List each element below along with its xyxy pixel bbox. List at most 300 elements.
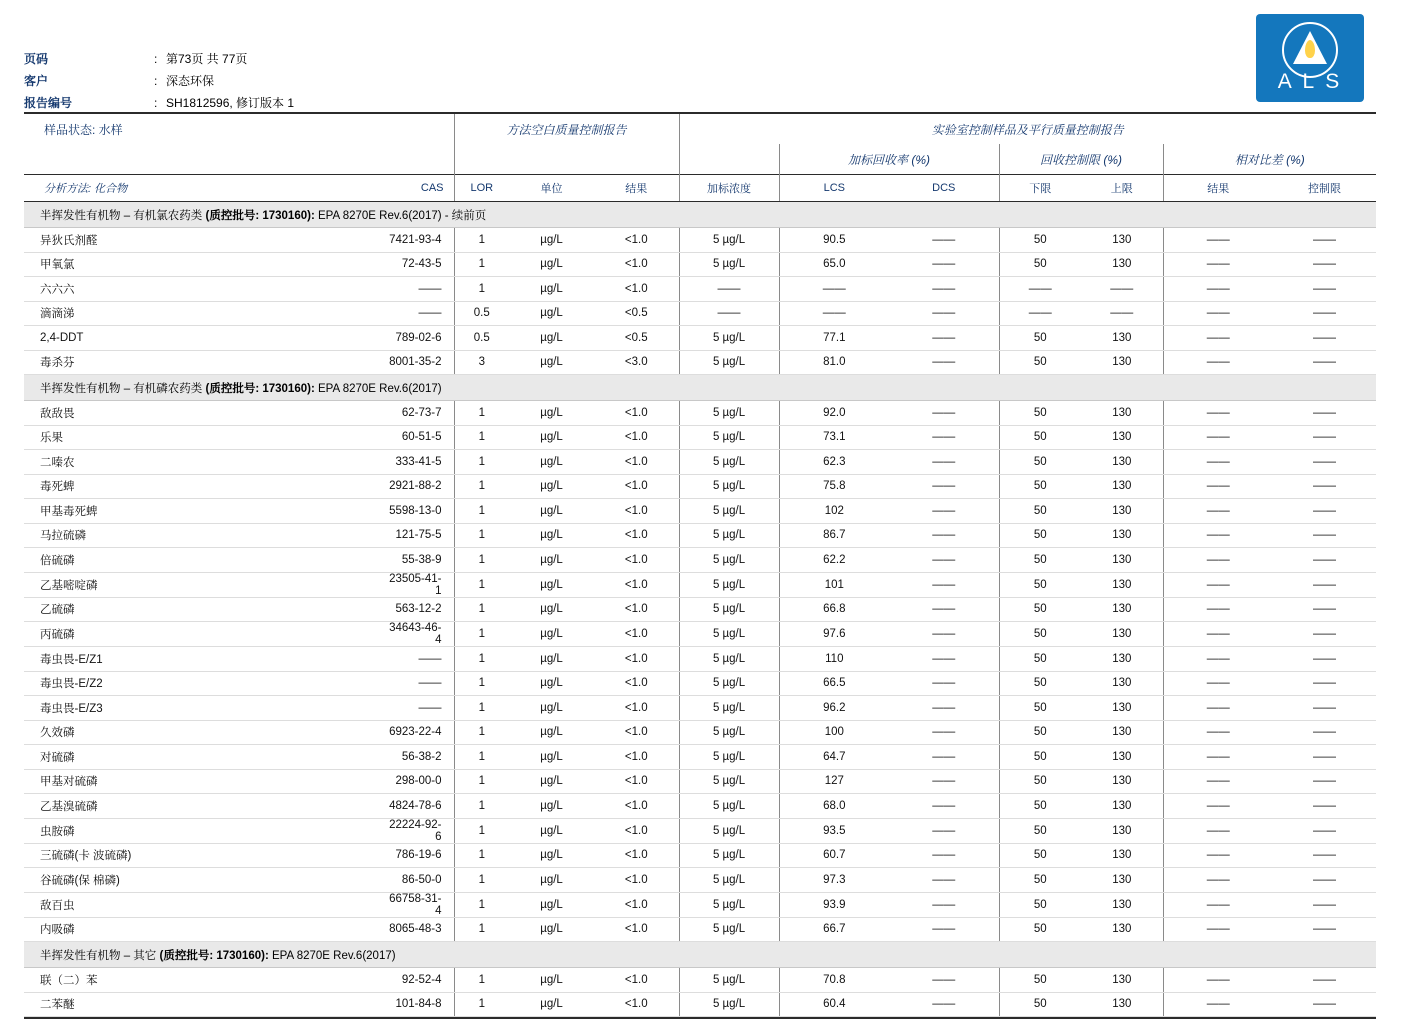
analyte-rpd: ——	[1163, 968, 1273, 993]
analyte-low-limit: 50	[999, 425, 1081, 450]
table-row	[24, 647, 1376, 672]
analyte-unit: µg/L	[509, 720, 594, 745]
analyte-dcs: ——	[889, 917, 999, 942]
column-header-method: 分析方法: 化合物	[24, 175, 384, 202]
section-title-main: 半挥发性有机物 – 有机氯农药类	[40, 209, 206, 222]
analyte-lcs: 60.4	[779, 992, 889, 1017]
analyte-dcs: ——	[889, 720, 999, 745]
analyte-cas: 333-41-5	[384, 450, 454, 475]
section-title	[24, 202, 1376, 228]
analyte-dcs: ——	[889, 745, 999, 770]
analyte-rpd-limit: ——	[1273, 252, 1376, 277]
analyte-spike-conc: 5 µg/L	[679, 401, 779, 426]
column-header-cas: CAS	[384, 175, 454, 202]
analyte-high-limit: 130	[1081, 474, 1163, 499]
analyte-lor: 1	[454, 450, 509, 475]
analyte-lcs: 110	[779, 647, 889, 672]
analyte-rpd: ——	[1163, 671, 1273, 696]
analyte-lcs: 66.5	[779, 671, 889, 696]
analyte-lcs: 96.2	[779, 696, 889, 721]
analyte-name: 马拉硫磷	[24, 523, 384, 548]
qc-report-table	[24, 114, 1376, 1017]
metadata-colon-report-number: :	[154, 96, 158, 110]
analyte-rpd-limit: ——	[1273, 277, 1376, 302]
analyte-cas: 786-19-6	[384, 843, 454, 868]
analyte-rpd-limit: ——	[1273, 992, 1376, 1017]
metadata-label-page: 页码	[24, 52, 49, 66]
analyte-result: <0.5	[594, 326, 679, 351]
group-header-recovery-limits: 回收控制限 (%)	[999, 144, 1163, 175]
analyte-result: <1.0	[594, 228, 679, 253]
analyte-low-limit: 50	[999, 548, 1081, 573]
analyte-lor: 1	[454, 745, 509, 770]
analyte-rpd: ——	[1163, 818, 1273, 843]
analyte-cas: ——	[384, 277, 454, 302]
analyte-spike-conc: 5 µg/L	[679, 597, 779, 622]
analyte-low-limit: 50	[999, 745, 1081, 770]
analyte-dcs: ——	[889, 769, 999, 794]
analyte-result: <1.0	[594, 720, 679, 745]
analyte-spike-conc: ——	[679, 277, 779, 302]
analyte-cas: 62-73-7	[384, 401, 454, 426]
analyte-spike-conc: 5 µg/L	[679, 769, 779, 794]
analyte-name: 六六六	[24, 277, 384, 302]
page-header	[0, 0, 1402, 112]
analyte-cas: 56-38-2	[384, 745, 454, 770]
analyte-name: 二苯醚	[24, 992, 384, 1017]
analyte-spike-conc: 5 µg/L	[679, 425, 779, 450]
analyte-unit: µg/L	[509, 968, 594, 993]
analyte-name: 乙基溴硫磷	[24, 794, 384, 819]
analyte-lor: 1	[454, 843, 509, 868]
analyte-unit: µg/L	[509, 572, 594, 597]
analyte-cas: 92-52-4	[384, 968, 454, 993]
table-row	[24, 696, 1376, 721]
analyte-lor: 1	[454, 892, 509, 917]
analyte-result: <1.0	[594, 523, 679, 548]
analyte-lor: 1	[454, 401, 509, 426]
analyte-rpd-limit: ——	[1273, 818, 1376, 843]
analyte-cas: 101-84-8	[384, 992, 454, 1017]
metadata-label-client: 客户	[24, 74, 49, 88]
analyte-low-limit: 50	[999, 572, 1081, 597]
analyte-unit: µg/L	[509, 450, 594, 475]
analyte-spike-conc: 5 µg/L	[679, 868, 779, 893]
table-row	[24, 843, 1376, 868]
analyte-rpd: ——	[1163, 523, 1273, 548]
analyte-high-limit: 130	[1081, 769, 1163, 794]
analyte-lcs: 101	[779, 572, 889, 597]
analyte-lor: 1	[454, 794, 509, 819]
analyte-cas: ——	[384, 647, 454, 672]
analyte-low-limit: 50	[999, 499, 1081, 524]
analyte-result: <1.0	[594, 450, 679, 475]
analyte-spike-conc: 5 µg/L	[679, 228, 779, 253]
analyte-name: 滴滴涕	[24, 301, 384, 326]
table-row	[24, 745, 1376, 770]
analyte-rpd-limit: ——	[1273, 794, 1376, 819]
analyte-result: <1.0	[594, 622, 679, 647]
analyte-name: 对硫磷	[24, 745, 384, 770]
analyte-lcs: ——	[779, 277, 889, 302]
analyte-high-limit: 130	[1081, 794, 1163, 819]
analyte-rpd: ——	[1163, 301, 1273, 326]
analyte-lcs: 70.8	[779, 968, 889, 993]
metadata-row-page	[24, 48, 294, 70]
analyte-spike-conc: 5 µg/L	[679, 696, 779, 721]
analyte-cas: 8065-48-3	[384, 917, 454, 942]
analyte-high-limit: 130	[1081, 745, 1163, 770]
analyte-spike-conc: 5 µg/L	[679, 720, 779, 745]
table-row	[24, 818, 1376, 843]
analyte-result: <1.0	[594, 696, 679, 721]
analyte-rpd: ——	[1163, 647, 1273, 672]
analyte-low-limit: 50	[999, 720, 1081, 745]
analyte-cas: 2921-88-2	[384, 474, 454, 499]
analyte-dcs: ——	[889, 671, 999, 696]
analyte-cas: 55-38-9	[384, 548, 454, 573]
analyte-spike-conc: 5 µg/L	[679, 647, 779, 672]
column-header-high-limit: 上限	[1081, 175, 1163, 202]
section-title	[24, 942, 1376, 968]
analyte-lcs: 92.0	[779, 401, 889, 426]
table-row	[24, 622, 1376, 647]
analyte-result: <1.0	[594, 745, 679, 770]
analyte-rpd: ——	[1163, 499, 1273, 524]
analyte-dcs: ——	[889, 523, 999, 548]
analyte-high-limit: 130	[1081, 499, 1163, 524]
metadata-row-client	[24, 70, 294, 92]
analyte-low-limit: 50	[999, 868, 1081, 893]
analyte-spike-conc: 5 µg/L	[679, 892, 779, 917]
section-header-row	[24, 375, 1376, 401]
analyte-cas: 563-12-2	[384, 597, 454, 622]
metadata-value-client: 深态环保	[166, 74, 215, 88]
analyte-cas: 34643-46-4	[384, 622, 454, 647]
analyte-unit: µg/L	[509, 745, 594, 770]
analyte-dcs: ——	[889, 696, 999, 721]
analyte-cas: 789-02-6	[384, 326, 454, 351]
analyte-result: <3.0	[594, 350, 679, 375]
metadata-value-report-number: SH1812596, 修订版本 1	[166, 96, 295, 110]
analyte-high-limit: 130	[1081, 892, 1163, 917]
analyte-cas: 298-00-0	[384, 769, 454, 794]
analyte-low-limit: ——	[999, 301, 1081, 326]
analyte-dcs: ——	[889, 597, 999, 622]
analyte-high-limit: 130	[1081, 450, 1163, 475]
analyte-high-limit: 130	[1081, 548, 1163, 573]
analyte-unit: µg/L	[509, 892, 594, 917]
analyte-lcs: 100	[779, 720, 889, 745]
analyte-unit: µg/L	[509, 794, 594, 819]
column-header-row	[24, 175, 1376, 202]
analyte-high-limit: ——	[1081, 277, 1163, 302]
analyte-unit: µg/L	[509, 301, 594, 326]
analyte-spike-conc: 5 µg/L	[679, 350, 779, 375]
analyte-high-limit: 130	[1081, 720, 1163, 745]
metadata-row-report-number	[24, 92, 294, 114]
analyte-lor: 1	[454, 572, 509, 597]
analyte-result: <1.0	[594, 252, 679, 277]
analyte-lor: 1	[454, 523, 509, 548]
table-row	[24, 252, 1376, 277]
analyte-lcs: 62.2	[779, 548, 889, 573]
analyte-lcs: ——	[779, 301, 889, 326]
analyte-name: 敌敌畏	[24, 401, 384, 426]
analyte-cas: 8001-35-2	[384, 350, 454, 375]
analyte-rpd: ——	[1163, 794, 1273, 819]
analyte-spike-conc: 5 µg/L	[679, 671, 779, 696]
table-row	[24, 450, 1376, 475]
analyte-rpd: ——	[1163, 252, 1273, 277]
analyte-rpd-limit: ——	[1273, 450, 1376, 475]
analyte-unit: µg/L	[509, 647, 594, 672]
analyte-dcs: ——	[889, 499, 999, 524]
analyte-lor: 3	[454, 350, 509, 375]
section-title-method: EPA 8270E Rev.6(2017)	[314, 382, 442, 395]
analyte-rpd-limit: ——	[1273, 868, 1376, 893]
analyte-result: <1.0	[594, 499, 679, 524]
analyte-spike-conc: 5 µg/L	[679, 326, 779, 351]
table-row	[24, 794, 1376, 819]
analyte-rpd-limit: ——	[1273, 917, 1376, 942]
analyte-rpd-limit: ——	[1273, 301, 1376, 326]
analyte-rpd: ——	[1163, 548, 1273, 573]
analyte-low-limit: 50	[999, 818, 1081, 843]
analyte-lor: 1	[454, 968, 509, 993]
table-row	[24, 572, 1376, 597]
analyte-dcs: ——	[889, 548, 999, 573]
metadata-label-report-number: 报告编号	[24, 96, 73, 110]
analyte-rpd-limit: ——	[1273, 622, 1376, 647]
analyte-result: <1.0	[594, 401, 679, 426]
column-header-unit: 单位	[509, 175, 594, 202]
analyte-cas: 4824-78-6	[384, 794, 454, 819]
column-header-dcs: DCS	[889, 175, 999, 202]
section-title-batch: (质控批号: 1730160):	[159, 949, 269, 962]
analyte-dcs: ——	[889, 572, 999, 597]
analyte-rpd-limit: ——	[1273, 720, 1376, 745]
analyte-name: 谷硫磷(保 棉磷)	[24, 868, 384, 893]
analyte-lor: 0.5	[454, 326, 509, 351]
analyte-lcs: 62.3	[779, 450, 889, 475]
analyte-lcs: 73.1	[779, 425, 889, 450]
analyte-lcs: 86.7	[779, 523, 889, 548]
analyte-low-limit: 50	[999, 794, 1081, 819]
analyte-lor: 1	[454, 720, 509, 745]
analyte-dcs: ——	[889, 647, 999, 672]
analyte-rpd-limit: ——	[1273, 597, 1376, 622]
analyte-low-limit: 50	[999, 597, 1081, 622]
table-row	[24, 968, 1376, 993]
table-row	[24, 499, 1376, 524]
analyte-high-limit: 130	[1081, 917, 1163, 942]
analyte-lor: 1	[454, 499, 509, 524]
analyte-dcs: ——	[889, 992, 999, 1017]
analyte-spike-conc: 5 µg/L	[679, 450, 779, 475]
analyte-cas: 60-51-5	[384, 425, 454, 450]
analyte-result: <1.0	[594, 892, 679, 917]
table-row	[24, 401, 1376, 426]
analyte-high-limit: 130	[1081, 696, 1163, 721]
analyte-low-limit: 50	[999, 326, 1081, 351]
analyte-unit: µg/L	[509, 401, 594, 426]
analyte-lcs: 66.7	[779, 917, 889, 942]
analyte-rpd: ——	[1163, 992, 1273, 1017]
analyte-name: 久效磷	[24, 720, 384, 745]
column-header-rpd-result: 结果	[1163, 175, 1273, 202]
analyte-rpd-limit: ——	[1273, 968, 1376, 993]
analyte-rpd-limit: ——	[1273, 523, 1376, 548]
analyte-spike-conc: 5 µg/L	[679, 622, 779, 647]
analyte-rpd-limit: ——	[1273, 228, 1376, 253]
analyte-high-limit: 130	[1081, 818, 1163, 843]
analyte-name: 联（二）苯	[24, 968, 384, 993]
table-row	[24, 720, 1376, 745]
analyte-dcs: ——	[889, 474, 999, 499]
analyte-spike-conc: 5 µg/L	[679, 968, 779, 993]
analyte-high-limit: 130	[1081, 401, 1163, 426]
analyte-rpd: ——	[1163, 720, 1273, 745]
analyte-name: 毒虫畏-E/Z2	[24, 671, 384, 696]
table-row	[24, 277, 1376, 302]
analyte-rpd: ——	[1163, 326, 1273, 351]
analyte-rpd: ——	[1163, 450, 1273, 475]
analyte-cas: ——	[384, 301, 454, 326]
analyte-unit: µg/L	[509, 597, 594, 622]
analyte-cas: ——	[384, 671, 454, 696]
analyte-result: <1.0	[594, 818, 679, 843]
analyte-name: 三硫磷(卡 波硫磷)	[24, 843, 384, 868]
table-row	[24, 326, 1376, 351]
analyte-low-limit: 50	[999, 252, 1081, 277]
analyte-dcs: ——	[889, 868, 999, 893]
subgroup-header-row	[24, 144, 1376, 175]
analyte-rpd: ——	[1163, 843, 1273, 868]
analyte-lor: 1	[454, 548, 509, 573]
analyte-lcs: 68.0	[779, 794, 889, 819]
table-row	[24, 228, 1376, 253]
metadata-value-page: 第73页 共 77页	[166, 52, 248, 66]
analyte-low-limit: 50	[999, 968, 1081, 993]
analyte-name: 毒死蜱	[24, 474, 384, 499]
analyte-low-limit: 50	[999, 696, 1081, 721]
analyte-spike-conc: 5 µg/L	[679, 548, 779, 573]
table-row	[24, 301, 1376, 326]
analyte-spike-conc: 5 µg/L	[679, 794, 779, 819]
analyte-lor: 1	[454, 252, 509, 277]
group-header-lcs-dup: 实验室控制样品及平行质量控制报告	[679, 114, 1376, 144]
analyte-lor: 1	[454, 277, 509, 302]
subgroup-blank-left	[24, 144, 454, 175]
analyte-rpd: ——	[1163, 696, 1273, 721]
analyte-high-limit: ——	[1081, 301, 1163, 326]
analyte-rpd: ——	[1163, 401, 1273, 426]
analyte-result: <1.0	[594, 572, 679, 597]
analyte-dcs: ——	[889, 622, 999, 647]
analyte-low-limit: 50	[999, 892, 1081, 917]
analyte-result: <1.0	[594, 548, 679, 573]
analyte-low-limit: 50	[999, 671, 1081, 696]
analyte-unit: µg/L	[509, 277, 594, 302]
table-row	[24, 597, 1376, 622]
analyte-dcs: ——	[889, 892, 999, 917]
analyte-result: <1.0	[594, 917, 679, 942]
analyte-name: 甲氧氯	[24, 252, 384, 277]
analyte-cas: 5598-13-0	[384, 499, 454, 524]
analyte-dcs: ——	[889, 425, 999, 450]
analyte-result: <1.0	[594, 992, 679, 1017]
analyte-result: <1.0	[594, 968, 679, 993]
analyte-dcs: ——	[889, 401, 999, 426]
analyte-high-limit: 130	[1081, 572, 1163, 597]
analyte-dcs: ——	[889, 450, 999, 475]
analyte-result: <1.0	[594, 474, 679, 499]
analyte-rpd: ——	[1163, 597, 1273, 622]
analyte-unit: µg/L	[509, 917, 594, 942]
analyte-dcs: ——	[889, 326, 999, 351]
qc-report-table-wrapper	[24, 112, 1376, 1019]
analyte-spike-conc: ——	[679, 301, 779, 326]
analyte-name: 异狄氏剂醛	[24, 228, 384, 253]
analyte-rpd-limit: ——	[1273, 499, 1376, 524]
table-row	[24, 474, 1376, 499]
section-title-main: 半挥发性有机物 – 其它	[40, 949, 160, 962]
analyte-cas: 7421-93-4	[384, 228, 454, 253]
analyte-rpd: ——	[1163, 425, 1273, 450]
table-body	[24, 202, 1376, 1017]
section-title-method: EPA 8270E Rev.6(2017)	[268, 949, 396, 962]
group-header-row	[24, 114, 1376, 144]
analyte-result: <1.0	[594, 671, 679, 696]
analyte-lor: 1	[454, 622, 509, 647]
analyte-rpd-limit: ——	[1273, 548, 1376, 573]
analyte-high-limit: 130	[1081, 622, 1163, 647]
analyte-high-limit: 130	[1081, 425, 1163, 450]
analyte-low-limit: 50	[999, 622, 1081, 647]
analyte-lcs: 102	[779, 499, 889, 524]
analyte-name: 丙硫磷	[24, 622, 384, 647]
analyte-spike-conc: 5 µg/L	[679, 745, 779, 770]
analyte-lor: 1	[454, 917, 509, 942]
analyte-name: 乐果	[24, 425, 384, 450]
analyte-high-limit: 130	[1081, 523, 1163, 548]
analyte-dcs: ——	[889, 350, 999, 375]
analyte-high-limit: 130	[1081, 968, 1163, 993]
analyte-rpd: ——	[1163, 277, 1273, 302]
analyte-unit: µg/L	[509, 252, 594, 277]
analyte-rpd-limit: ——	[1273, 696, 1376, 721]
analyte-rpd: ——	[1163, 350, 1273, 375]
group-header-spike-recovery: 加标回收率 (%)	[779, 144, 999, 175]
analyte-low-limit: 50	[999, 992, 1081, 1017]
column-header-lor: LOR	[454, 175, 509, 202]
table-row	[24, 350, 1376, 375]
analyte-unit: µg/L	[509, 769, 594, 794]
analyte-unit: µg/L	[509, 523, 594, 548]
als-logo	[1256, 14, 1364, 102]
analyte-spike-conc: 5 µg/L	[679, 523, 779, 548]
analyte-lor: 1	[454, 474, 509, 499]
analyte-rpd-limit: ——	[1273, 350, 1376, 375]
analyte-unit: µg/L	[509, 622, 594, 647]
column-header-spike-conc: 加标浓度	[679, 175, 779, 202]
analyte-spike-conc: 5 µg/L	[679, 843, 779, 868]
analyte-result: <1.0	[594, 647, 679, 672]
analyte-spike-conc: 5 µg/L	[679, 992, 779, 1017]
analyte-unit: µg/L	[509, 671, 594, 696]
analyte-cas: 6923-22-4	[384, 720, 454, 745]
